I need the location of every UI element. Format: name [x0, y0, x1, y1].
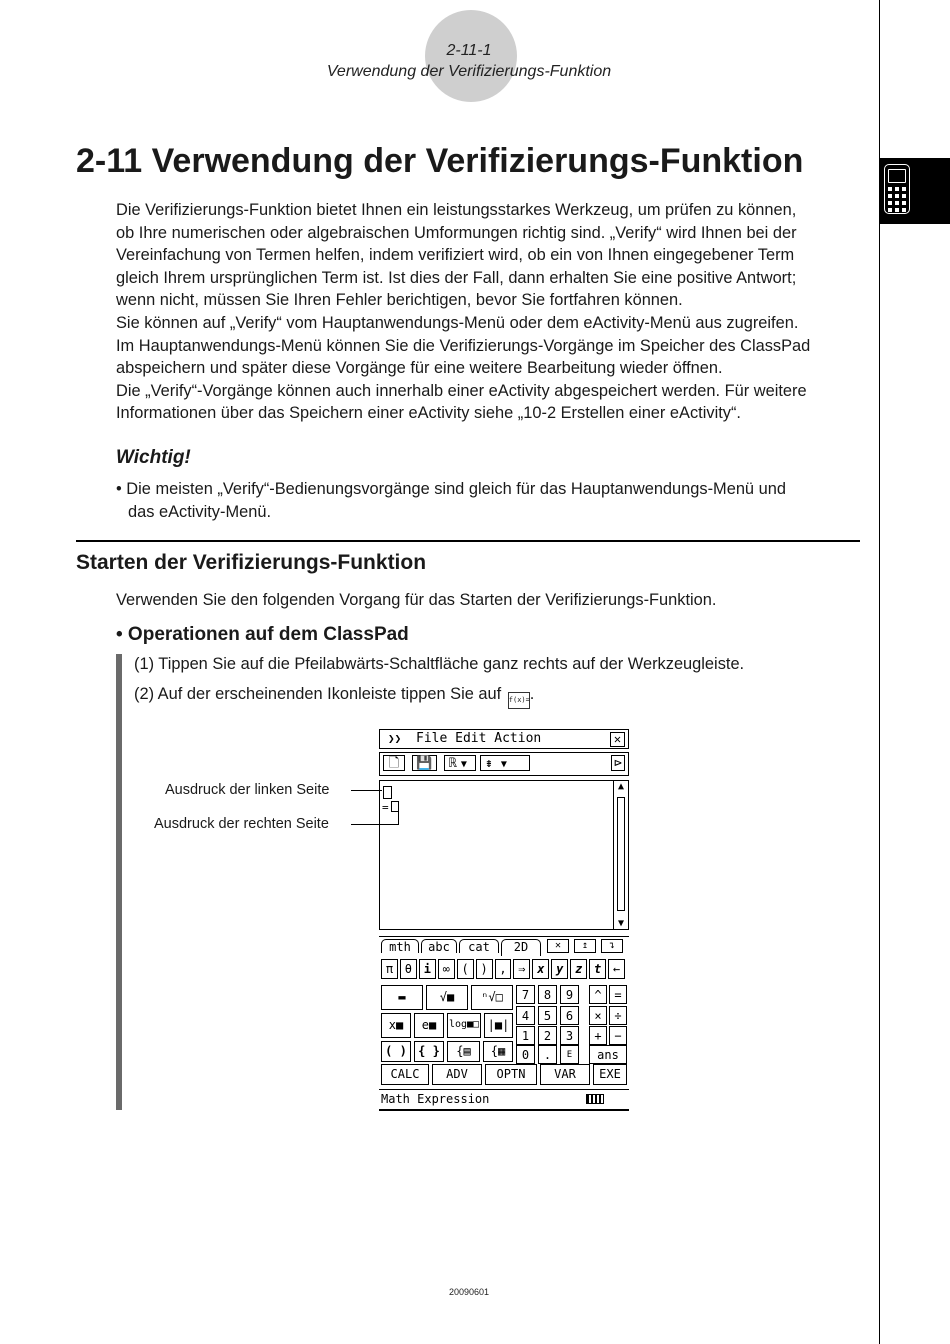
key-x[interactable]: x — [532, 959, 549, 979]
leader-line — [351, 790, 382, 791]
key-6[interactable]: 6 — [560, 1006, 579, 1025]
step-1: (1) Tippen Sie auf die Pfeilabwärts-Schaltfläche ganz rechts auf der Werkzeugleiste. — [134, 655, 745, 673]
toolbar-scroll-right-icon[interactable]: ⊳ — [611, 755, 625, 771]
key-piecewise[interactable]: {▤ — [447, 1041, 480, 1062]
intro-line: Vereinfachung von Termen helfen, indem verifiziert wird, ob ein von Ihnen eingegebener Term — [116, 246, 795, 265]
key-close-paren[interactable]: ) — [476, 959, 493, 979]
close-icon[interactable]: ✕ — [610, 732, 625, 747]
intro-line: wenn nicht, müssen Sie Ihren Fehler berichtigen, bevor Sie fortfahren können. — [116, 291, 683, 310]
keyboard-return-icon[interactable]: ↴ — [601, 939, 623, 953]
key-abs[interactable]: |■| — [484, 1013, 513, 1038]
key-8[interactable]: 8 — [538, 985, 557, 1004]
optn-button[interactable]: OPTN — [485, 1064, 537, 1085]
key-i[interactable]: i — [419, 959, 436, 979]
toolbar — [379, 752, 629, 776]
key-exp[interactable]: e■ — [414, 1013, 444, 1038]
symbol-row — [381, 959, 627, 979]
procedure-bar — [116, 654, 122, 1110]
menu-bar — [379, 729, 629, 749]
status-text: Math Expression — [381, 1092, 490, 1106]
intro-line: Im Hauptanwendungs-Menü können Sie die Verifizierungs-Vorgänge im Speicher des ClassPad — [116, 336, 811, 355]
key-power[interactable]: x■ — [381, 1013, 411, 1038]
right-side-input-row[interactable] — [382, 801, 399, 814]
step-2-text: (2) Auf der erscheinenden Ikonleiste tippen Sie auf — [134, 685, 502, 703]
section-divider — [76, 540, 860, 542]
key-matrix[interactable]: {▦ — [483, 1041, 513, 1062]
verify-icon: f(x)= — [508, 692, 530, 709]
key-4[interactable]: 4 — [516, 1006, 535, 1025]
key-0[interactable]: 0 — [516, 1045, 535, 1064]
key-sqrt[interactable]: √■ — [426, 985, 468, 1010]
page-title: 2-11 Verwendung der Verifizierungs-Funktion — [76, 142, 804, 180]
key-exponent[interactable]: E — [560, 1045, 579, 1064]
intro-line: Die „Verify“-Vorgänge können auch innerhalb einer eActivity abgespeichert werden. Für weitere — [116, 381, 807, 400]
tab-2d[interactable]: 2D — [501, 939, 541, 956]
intro-line: ob Ihre numerischen oder algebraischen Umformungen richtig sind. „Verify“ wird Ihnen bei der — [116, 223, 797, 242]
key-plus[interactable]: + — [589, 1026, 607, 1045]
intro-line: Die Verifizierungs-Funktion bietet Ihnen ein leistungsstarkes Werkzeug, um prüfen zu können, — [116, 201, 797, 219]
key-y[interactable]: y — [551, 959, 568, 979]
chapter-tab — [879, 158, 950, 224]
key-3[interactable]: 3 — [560, 1026, 579, 1045]
important-heading: Wichtig! — [116, 447, 191, 468]
tab-abc[interactable]: abc — [421, 939, 457, 953]
key-multiply[interactable]: × — [589, 1006, 607, 1025]
bullet-line: • Die meisten „Verify“-Bedienungsvorgänge sind gleich für das Hauptanwendungs-Menü und — [116, 480, 786, 498]
page-number: 2-11-1 — [446, 42, 492, 59]
calculator-icon — [884, 164, 910, 214]
running-header: Verwendung der Verifizierungs-Funktion — [326, 63, 612, 80]
vertical-scrollbar[interactable] — [613, 781, 628, 929]
menu-items[interactable]: File Edit Action — [416, 731, 542, 746]
intro-line: gleich Ihrem ursprünglichen Term ist. Ist dies der Fall, dann erhalten Sie eine positive Antwort; — [116, 268, 797, 287]
key-implies[interactable]: ⇒ — [513, 959, 530, 979]
new-file-icon[interactable]: 🗋 — [383, 755, 405, 771]
left-side-input-box[interactable] — [383, 786, 392, 799]
section-heading: Starten der Verifizierungs-Funktion — [76, 551, 427, 574]
important-bullet — [116, 478, 866, 523]
chevron-down-double-icon[interactable]: ❯❯ — [388, 732, 402, 745]
intro-line: abspeichern und später diese Vorgänge für eine weitere Bearbeitung wieder öffnen. — [116, 359, 723, 378]
key-divide[interactable]: ÷ — [609, 1006, 627, 1025]
dropdown-arrow-icon: ▼ — [460, 759, 467, 770]
status-bar — [379, 1089, 629, 1111]
key-log[interactable]: log■□ — [447, 1013, 481, 1038]
insert-icon: ⇟ — [485, 756, 493, 771]
tab-cat[interactable]: cat — [459, 939, 499, 953]
key-equals[interactable]: = — [609, 985, 627, 1004]
key-theta[interactable]: θ — [400, 959, 417, 979]
intro-line: Sie können auf „Verify“ vom Hauptanwendungs-Menü oder dem eActivity-Menü aus zugreifen. — [116, 313, 799, 332]
intro-paragraph — [116, 199, 866, 425]
keyboard-up-icon[interactable]: ↥ — [574, 939, 596, 953]
key-2[interactable]: 2 — [538, 1026, 557, 1045]
callout-left-side: Ausdruck der linken Seite — [165, 782, 330, 798]
intro-line: Informationen über das Speichern einer eActivity siehe „10-2 Erstellen einer eActivity“. — [116, 404, 741, 423]
key-z[interactable]: z — [570, 959, 587, 979]
scroll-up-icon[interactable]: ▲ — [617, 781, 625, 792]
key-infinity[interactable]: ∞ — [438, 959, 455, 979]
footer-date: 20090601 — [448, 1287, 490, 1297]
key-backspace[interactable]: ← — [608, 959, 625, 979]
number-format-dropdown[interactable] — [444, 755, 476, 771]
step-2-end: . — [529, 685, 535, 703]
calc-button[interactable]: CALC — [381, 1064, 429, 1085]
key-fraction[interactable]: ▬ — [381, 985, 423, 1010]
key-7[interactable]: 7 — [516, 985, 535, 1004]
var-button[interactable]: VAR — [540, 1064, 590, 1085]
key-nth-root[interactable]: ⁿ√□ — [471, 985, 513, 1010]
operations-heading: • Operationen auf dem ClassPad — [116, 624, 409, 645]
key-5[interactable]: 5 — [538, 1006, 557, 1025]
adv-button[interactable]: ADV — [432, 1064, 482, 1085]
tab-mth[interactable]: mth — [381, 939, 419, 953]
callout-right-side: Ausdruck der rechten Seite — [154, 816, 329, 832]
key-minus[interactable]: − — [609, 1026, 627, 1045]
battery-icon — [586, 1094, 604, 1104]
key-power-caret[interactable]: ^ — [589, 985, 607, 1004]
scroll-down-icon[interactable]: ▼ — [617, 918, 625, 929]
key-parentheses[interactable]: ( ) — [381, 1041, 411, 1062]
insert-dropdown[interactable] — [480, 755, 530, 771]
section-intro: Verwenden Sie den folgenden Vorgang für das Starten der Verifizierungs-Funktion. — [116, 591, 717, 609]
key-decimal[interactable]: . — [538, 1045, 557, 1064]
bullet-line: das eActivity-Menü. — [128, 502, 272, 521]
classpad-screen — [379, 729, 629, 1110]
dropdown-arrow-icon: ▼ — [500, 759, 507, 770]
right-side-input-box[interactable] — [391, 801, 399, 812]
equals-sign: = — [382, 801, 389, 814]
key-open-paren[interactable]: ( — [457, 959, 474, 979]
real-mode-label: ℝ — [449, 756, 457, 771]
keyboard-tabs — [379, 936, 629, 955]
save-icon[interactable]: 💾 — [412, 755, 437, 771]
keyboard-close-icon[interactable]: ✕ — [547, 939, 569, 953]
key-braces[interactable]: { } — [414, 1041, 444, 1062]
key-1[interactable]: 1 — [516, 1026, 535, 1045]
key-comma[interactable]: , — [495, 959, 512, 979]
exe-button[interactable]: EXE — [593, 1064, 627, 1085]
key-pi[interactable]: π — [381, 959, 398, 979]
scroll-track[interactable] — [617, 797, 625, 911]
verify-work-area[interactable] — [379, 780, 629, 930]
key-9[interactable]: 9 — [560, 985, 579, 1004]
step-2 — [134, 685, 534, 709]
key-ans[interactable]: ans — [589, 1045, 627, 1064]
key-t[interactable]: t — [589, 959, 606, 979]
